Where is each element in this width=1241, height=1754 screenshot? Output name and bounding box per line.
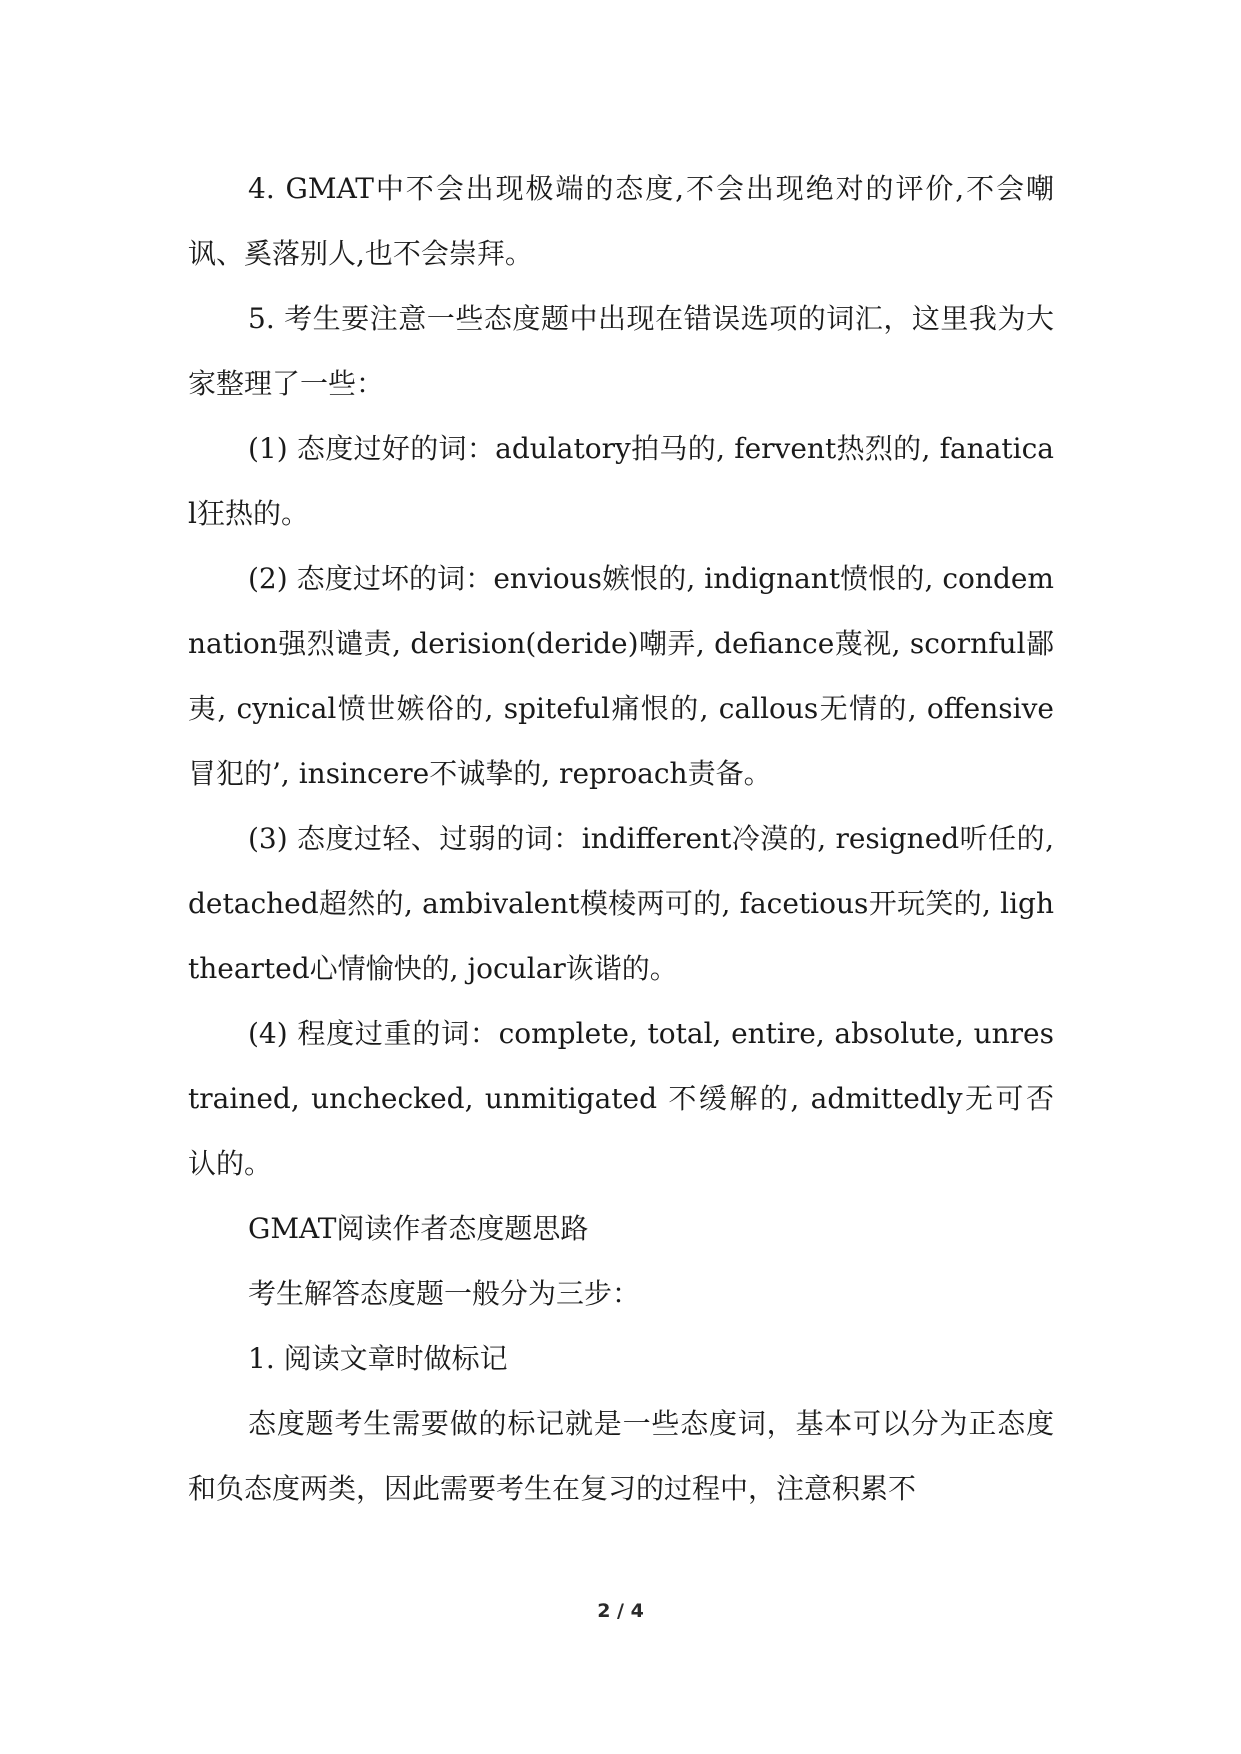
paragraph-extreme-attitude: 4. GMAT中不会出现极端的态度,不会出现绝对的评价,不会嘲讽、奚落别人,也不会崇拜。	[188, 172, 1054, 270]
section-heading: GMAT阅读作者态度题思路	[248, 1212, 589, 1245]
paragraph-step-one: 1. 阅读文章时做标记	[248, 1342, 508, 1375]
document-body	[188, 156, 1054, 1521]
paragraph-too-weak-words: (3) 态度过轻、过弱的词：indifferent冷漠的, resigned听任的, detached超然的, ambivalent模棱两可的, facetious开玩笑的, lighthearted心情愉快的, jocular诙谐的。	[188, 822, 1054, 985]
paragraph-too-negative-words: (2) 态度过坏的词：envious嫉恨的, indignant愤恨的, condemnation强烈谴责, derision(deride)嘲弄, defiance蔑视, scornful鄙夷, cynical愤世嫉俗的, spiteful痛恨的, callous无情的, offensive冒犯的’, insincere不诚挚的, reproach责备。	[188, 562, 1054, 790]
paragraph-marking-explanation: 态度题考生需要做的标记就是一些态度词，基本可以分为正态度和负态度两类，因此需要考生在复习的过程中，注意积累不	[188, 1407, 1054, 1505]
paragraph-too-strong-words: (4) 程度过重的词：complete, total, entire, absolute, unrestrained, unchecked, unmitigated 不缓解的, admittedly无可否认的。	[188, 1017, 1054, 1180]
paragraph-three-steps: 考生解答态度题一般分为三步：	[248, 1277, 641, 1310]
page-number: 2 / 4	[597, 1600, 644, 1622]
paragraph-too-positive-words: (1) 态度过好的词：adulatory拍马的, fervent热烈的, fanatical狂热的。	[188, 432, 1054, 530]
paragraph-wrong-option-words: 5. 考生要注意一些态度题中出现在错误选项的词汇，这里我为大家整理了一些：	[188, 302, 1054, 400]
